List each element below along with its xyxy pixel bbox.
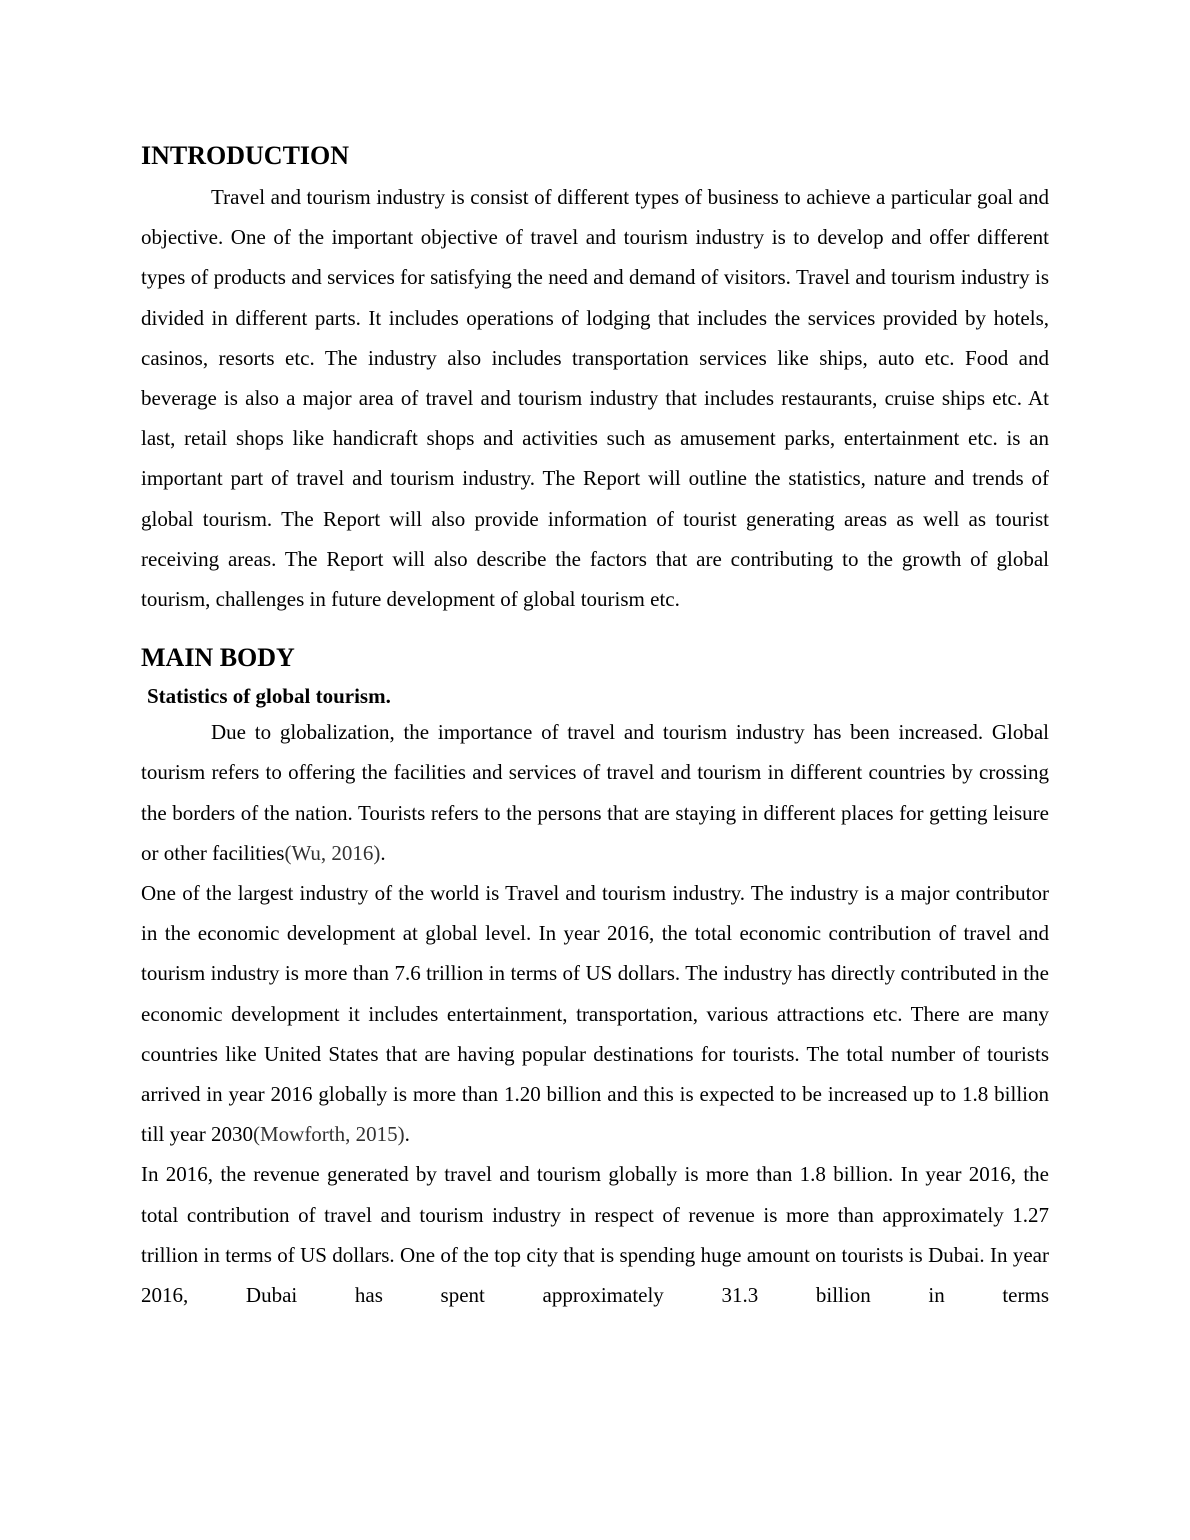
paragraph-end: . (404, 1122, 410, 1147)
statistics-paragraph-1 (141, 712, 1049, 873)
document-content (141, 138, 1049, 1315)
statistics-subheading: Statistics of global tourism. (147, 684, 391, 709)
introduction-heading: INTRODUCTION (141, 141, 350, 170)
paragraph-text: One of the largest industry of the world is Travel and tourism industry. The industry is a major contributor in the economic development at global level. In year 2016, the total economic contribution of travel and tourism industry is more than 7.6 trillion in terms of US dollars. The industry has directly contributed in the economic development it includes entertainment, transportation, various attractions etc. There are many countries like United States that are having popular destinations for tourists. The total number of tourists arrived in year 2016 globally is more than 1.20 billion and this is expected to be increased up to 1.8 billion till year 2030 (141, 881, 1049, 1147)
paragraph-end: . (380, 840, 386, 865)
citation: (Wu, 2016) (284, 840, 381, 865)
statistics-paragraph-2 (141, 873, 1049, 1154)
introduction-paragraph: Travel and tourism industry is consist of different types of business to achieve a particular goal and objective. One of the important objective of travel and tourism industry is to develop and offer different types of products and services for satisfying the need and demand of visitors. Travel and tourism industry is divided in different parts. It includes operations of lodging that includes the services provided by hotels, casinos, resorts etc. The industry also includes transportation services like ships, auto etc. Food and beverage is also a major area of travel and tourism industry that includes restaurants, cruise ships etc. At last, retail shops like handicraft shops and activities such as amusement parks, entertainment etc. is an important part of travel and tourism industry. The Report will outline the statistics, nature and trends of global tourism. The Report will also provide information of tourist generating areas as well as tourist receiving areas. The Report will also describe the factors that are contributing to the growth of global tourism, challenges in future development of global tourism etc. (141, 185, 1049, 612)
paragraph-text: Due to globalization, the importance of travel and tourism industry has been increased. Global tourism refers to offering the facilities and services of travel and tourism in different countries by crossing the borders of the nation. Tourists refers to the persons that are staying in different places for getting leisure or other facilities (141, 720, 1049, 865)
main-body-heading: MAIN BODY (141, 643, 295, 673)
citation: (Mowforth, 2015) (252, 1122, 405, 1147)
statistics-paragraph-3: In 2016, the revenue generated by travel and tourism globally is more than 1.8 billion. In year 2016, the total contribution of travel and tourism industry in respect of revenue is more than approximately 1.27 trillion in terms of US dollars. One of the top city that is spending huge amount on tourists is Dubai. In year 2016, Dubai has spent approximately 31.3 billion in terms (141, 1162, 1049, 1308)
